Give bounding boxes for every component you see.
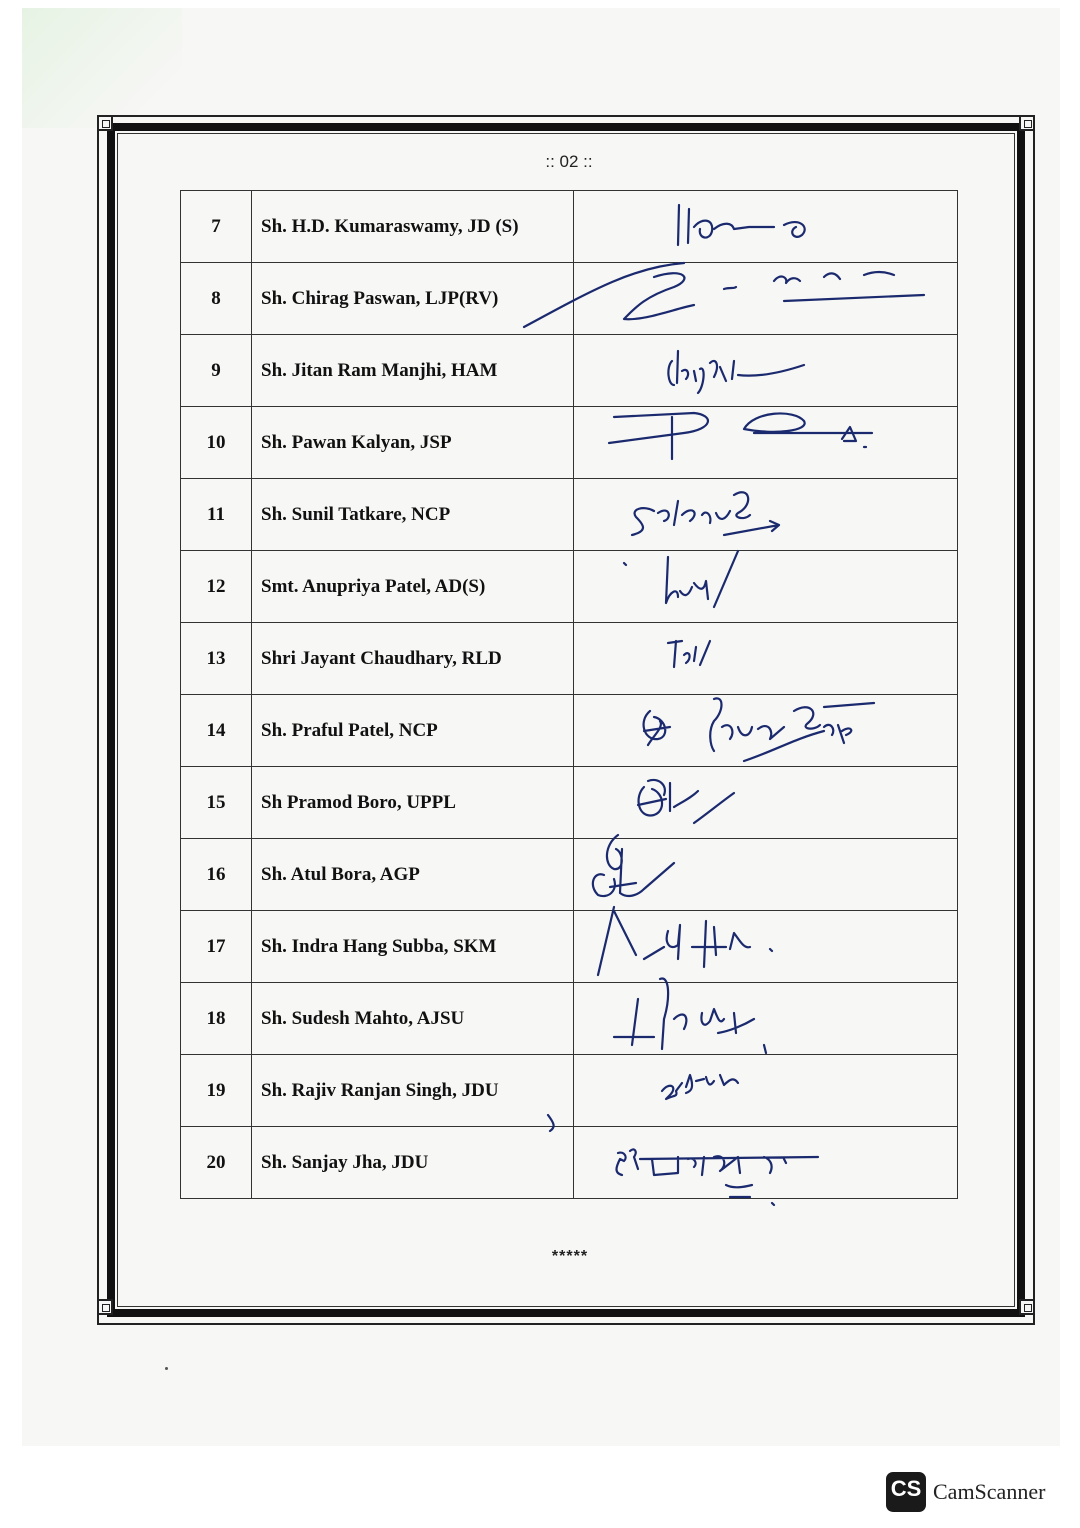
handwritten-signature xyxy=(574,475,968,555)
serial-number: 12 xyxy=(181,551,252,623)
handwritten-signature xyxy=(574,979,968,1059)
serial-number: 17 xyxy=(181,911,252,983)
member-name: Sh. Pawan Kalyan, JSP xyxy=(252,407,574,479)
handwritten-signature xyxy=(574,1051,968,1131)
table-row xyxy=(181,983,958,1055)
signature-cell xyxy=(574,911,958,983)
signature-cell xyxy=(574,335,958,407)
handwritten-signature xyxy=(574,691,968,771)
member-name: Shri Jayant Chaudhary, RLD xyxy=(252,623,574,695)
serial-number: 16 xyxy=(181,839,252,911)
serial-number: 9 xyxy=(181,335,252,407)
table-row xyxy=(181,767,958,839)
frame-corner-ornament xyxy=(97,1299,113,1315)
serial-number: 19 xyxy=(181,1055,252,1127)
table-row xyxy=(181,623,958,695)
signature-cell xyxy=(574,479,958,551)
serial-number: 18 xyxy=(181,983,252,1055)
handwritten-signature xyxy=(574,403,968,483)
frame-corner-ornament xyxy=(97,115,113,131)
member-name: Sh. Sudesh Mahto, AJSU xyxy=(252,983,574,1055)
serial-number: 20 xyxy=(181,1127,252,1199)
signature-table xyxy=(180,190,958,1199)
member-name: Sh. Praful Patel, NCP xyxy=(252,695,574,767)
serial-number: 7 xyxy=(181,191,252,263)
signature-cell xyxy=(574,767,958,839)
member-name: Sh. H.D. Kumaraswamy, JD (S) xyxy=(252,191,574,263)
handwritten-signature xyxy=(574,907,968,987)
signature-cell xyxy=(574,263,958,335)
camscanner-logo-icon: CS xyxy=(886,1472,926,1512)
signature-cell xyxy=(574,695,958,767)
table-row xyxy=(181,839,958,911)
signature-cell xyxy=(574,983,958,1055)
table-row xyxy=(181,335,958,407)
scan-tint xyxy=(22,8,182,128)
handwritten-signature xyxy=(574,187,968,267)
member-name: Sh. Sunil Tatkare, NCP xyxy=(252,479,574,551)
serial-number: 8 xyxy=(181,263,252,335)
table-row xyxy=(181,695,958,767)
table-row xyxy=(181,1127,958,1199)
camscanner-watermark xyxy=(886,1472,1045,1512)
frame-corner-ornament xyxy=(1019,115,1035,131)
table-row xyxy=(181,191,958,263)
handwritten-signature xyxy=(574,763,968,843)
serial-number: 15 xyxy=(181,767,252,839)
signature-cell xyxy=(574,191,958,263)
handwritten-signature xyxy=(574,1123,968,1203)
handwritten-signature xyxy=(574,331,968,411)
member-name: Sh. Sanjay Jha, JDU xyxy=(252,1127,574,1199)
signature-cell xyxy=(574,839,958,911)
member-name: Sh Pramod Boro, UPPL xyxy=(252,767,574,839)
serial-number: 11 xyxy=(181,479,252,551)
member-name: Sh. Atul Bora, AGP xyxy=(252,839,574,911)
table-row xyxy=(181,551,958,623)
signature-cell xyxy=(574,407,958,479)
table-row xyxy=(181,407,958,479)
scan-speck xyxy=(165,1367,168,1370)
handwritten-signature xyxy=(574,259,968,339)
table-row xyxy=(181,263,958,335)
page-number: :: 02 :: xyxy=(545,152,593,171)
member-name: Sh. Indra Hang Subba, SKM xyxy=(252,911,574,983)
signature-cell xyxy=(574,623,958,695)
end-marker: ***** xyxy=(551,1248,589,1265)
signature-cell xyxy=(574,1127,958,1199)
handwritten-signature xyxy=(574,547,968,627)
serial-number: 10 xyxy=(181,407,252,479)
signature-cell xyxy=(574,551,958,623)
member-name: Sh. Chirag Paswan, LJP(RV) xyxy=(252,263,574,335)
serial-number: 14 xyxy=(181,695,252,767)
table-row xyxy=(181,1055,958,1127)
table-row xyxy=(181,479,958,551)
serial-number: 13 xyxy=(181,623,252,695)
handwritten-signature xyxy=(574,619,968,699)
member-name: Sh. Rajiv Ranjan Singh, JDU xyxy=(252,1055,574,1127)
member-name: Sh. Jitan Ram Manjhi, HAM xyxy=(252,335,574,407)
signature-cell xyxy=(574,1055,958,1127)
frame-corner-ornament xyxy=(1019,1299,1035,1315)
table-row xyxy=(181,911,958,983)
camscanner-label: CamScanner xyxy=(933,1479,1046,1504)
member-name: Smt. Anupriya Patel, AD(S) xyxy=(252,551,574,623)
handwritten-signature xyxy=(574,835,968,915)
